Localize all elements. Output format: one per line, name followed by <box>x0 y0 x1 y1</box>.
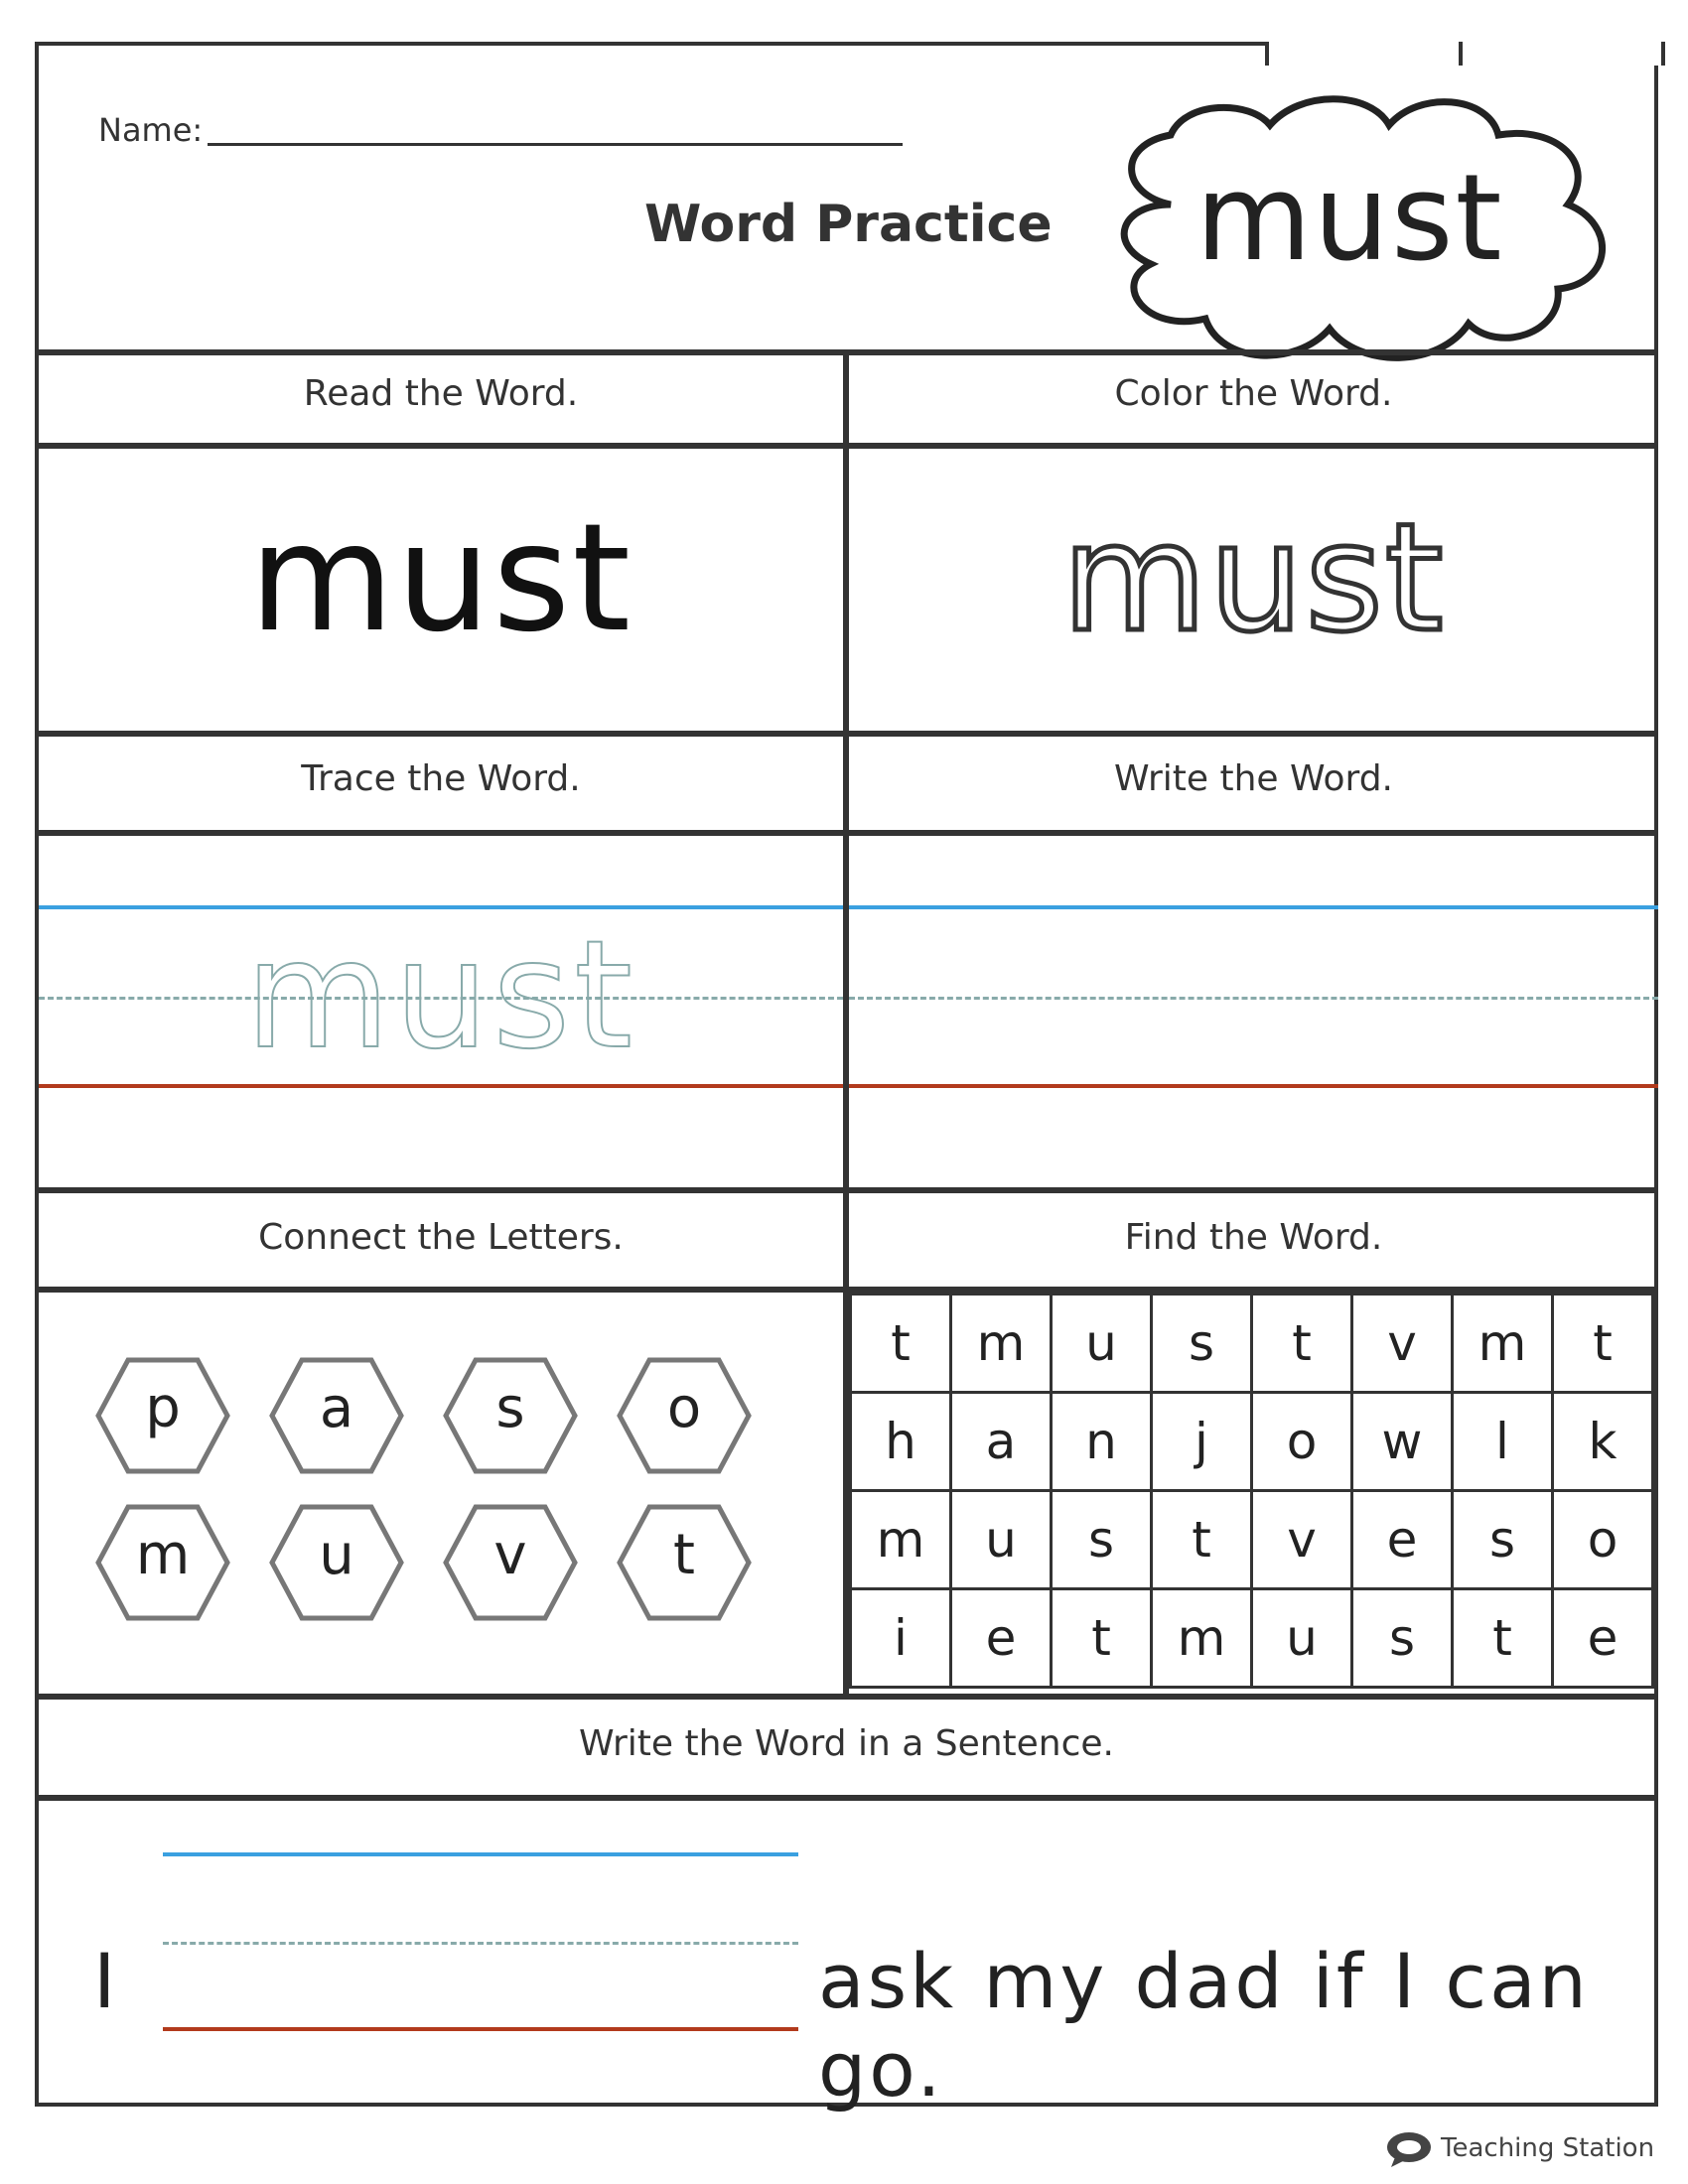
connect-letter[interactable]: v <box>493 1523 527 1587</box>
connect-letter[interactable]: m <box>135 1523 191 1587</box>
grid-cell[interactable]: s <box>1152 1295 1252 1393</box>
grid-cell[interactable]: u <box>1052 1295 1152 1393</box>
trace-word[interactable]: must <box>244 909 637 1082</box>
header-notch-right <box>1459 42 1665 66</box>
grid-row <box>851 1393 1653 1491</box>
grid-cell[interactable]: k <box>1553 1393 1653 1491</box>
grid-cell[interactable]: m <box>851 1491 951 1589</box>
grid-cell[interactable]: a <box>951 1393 1052 1491</box>
grid-cell[interactable]: t <box>1553 1295 1653 1393</box>
guide-line-base <box>849 1084 1658 1088</box>
header-notch-left <box>1265 42 1472 66</box>
connect-letter[interactable]: a <box>319 1376 354 1440</box>
hexagon-grid <box>88 1346 803 1644</box>
grid-cell[interactable]: m <box>1152 1589 1252 1688</box>
grid-cell[interactable]: t <box>1453 1589 1553 1688</box>
connect-letter[interactable]: u <box>319 1523 354 1587</box>
connect-letter[interactable]: p <box>145 1376 181 1440</box>
grid-cell[interactable]: n <box>1052 1393 1152 1491</box>
sentence-start: I <box>93 1937 119 2025</box>
color-word[interactable]: must <box>1061 492 1446 665</box>
grid-cell[interactable]: u <box>1252 1589 1352 1688</box>
grid-cell[interactable]: o <box>1553 1491 1653 1589</box>
connect-letter[interactable]: s <box>495 1376 525 1440</box>
read-word: must <box>248 492 633 665</box>
grid-cell[interactable]: v <box>1252 1491 1352 1589</box>
grid-cell[interactable]: u <box>951 1491 1052 1589</box>
grid-cell[interactable]: e <box>1352 1491 1453 1589</box>
grid-cell[interactable]: m <box>951 1295 1052 1393</box>
footer-brand <box>1385 2129 1663 2169</box>
grid-cell[interactable]: j <box>1152 1393 1252 1491</box>
grid-cell[interactable]: t <box>1252 1295 1352 1393</box>
name-input-line[interactable] <box>208 143 903 146</box>
brand-label: Teaching Station <box>1441 2133 1655 2163</box>
divider <box>39 1795 1654 1801</box>
connect-letter[interactable]: o <box>666 1376 702 1440</box>
read-title: Read the Word. <box>303 373 579 414</box>
sentence-title: Write the Word in a Sentence. <box>578 1723 1115 1764</box>
sentence-write-area[interactable] <box>163 1856 798 2027</box>
sentence-guide-base <box>163 2027 798 2031</box>
grid-cell[interactable]: w <box>1352 1393 1453 1491</box>
guide-line-base <box>39 1084 843 1088</box>
grid-cell[interactable]: l <box>1453 1393 1553 1491</box>
grid-cell[interactable]: t <box>1152 1491 1252 1589</box>
page-title: Word Practice <box>644 195 1053 254</box>
header-word: must <box>1196 150 1504 288</box>
grid-row <box>851 1589 1653 1688</box>
grid-cell[interactable]: s <box>1453 1491 1553 1589</box>
find-title: Find the Word. <box>1124 1217 1383 1258</box>
grid-cell[interactable]: t <box>1052 1589 1152 1688</box>
grid-row <box>851 1295 1653 1393</box>
word-search-grid <box>849 1293 1654 1689</box>
worksheet <box>35 42 1658 2114</box>
grid-cell[interactable]: s <box>1352 1589 1453 1688</box>
name-label: Name: <box>98 111 204 149</box>
logo-icon <box>1385 2129 1437 2167</box>
grid-cell[interactable]: s <box>1052 1491 1152 1589</box>
write-area[interactable] <box>849 909 1658 1084</box>
grid-cell[interactable]: e <box>1553 1589 1653 1688</box>
connect-letter[interactable]: t <box>673 1523 695 1587</box>
grid-cell[interactable]: v <box>1352 1295 1453 1393</box>
grid-cell[interactable]: e <box>951 1589 1052 1688</box>
grid-cell[interactable]: t <box>851 1295 951 1393</box>
grid-cell[interactable]: o <box>1252 1393 1352 1491</box>
grid-cell[interactable]: h <box>851 1393 951 1491</box>
connect-title: Connect the Letters. <box>258 1217 624 1258</box>
write-title: Write the Word. <box>1114 758 1393 799</box>
sentence-end: ask my dad if I can go. <box>818 1937 1590 2114</box>
color-title: Color the Word. <box>1114 373 1393 414</box>
trace-title: Trace the Word. <box>301 758 581 799</box>
grid-cell[interactable]: i <box>851 1589 951 1688</box>
grid-cell[interactable]: m <box>1453 1295 1553 1393</box>
grid-row <box>851 1491 1653 1589</box>
